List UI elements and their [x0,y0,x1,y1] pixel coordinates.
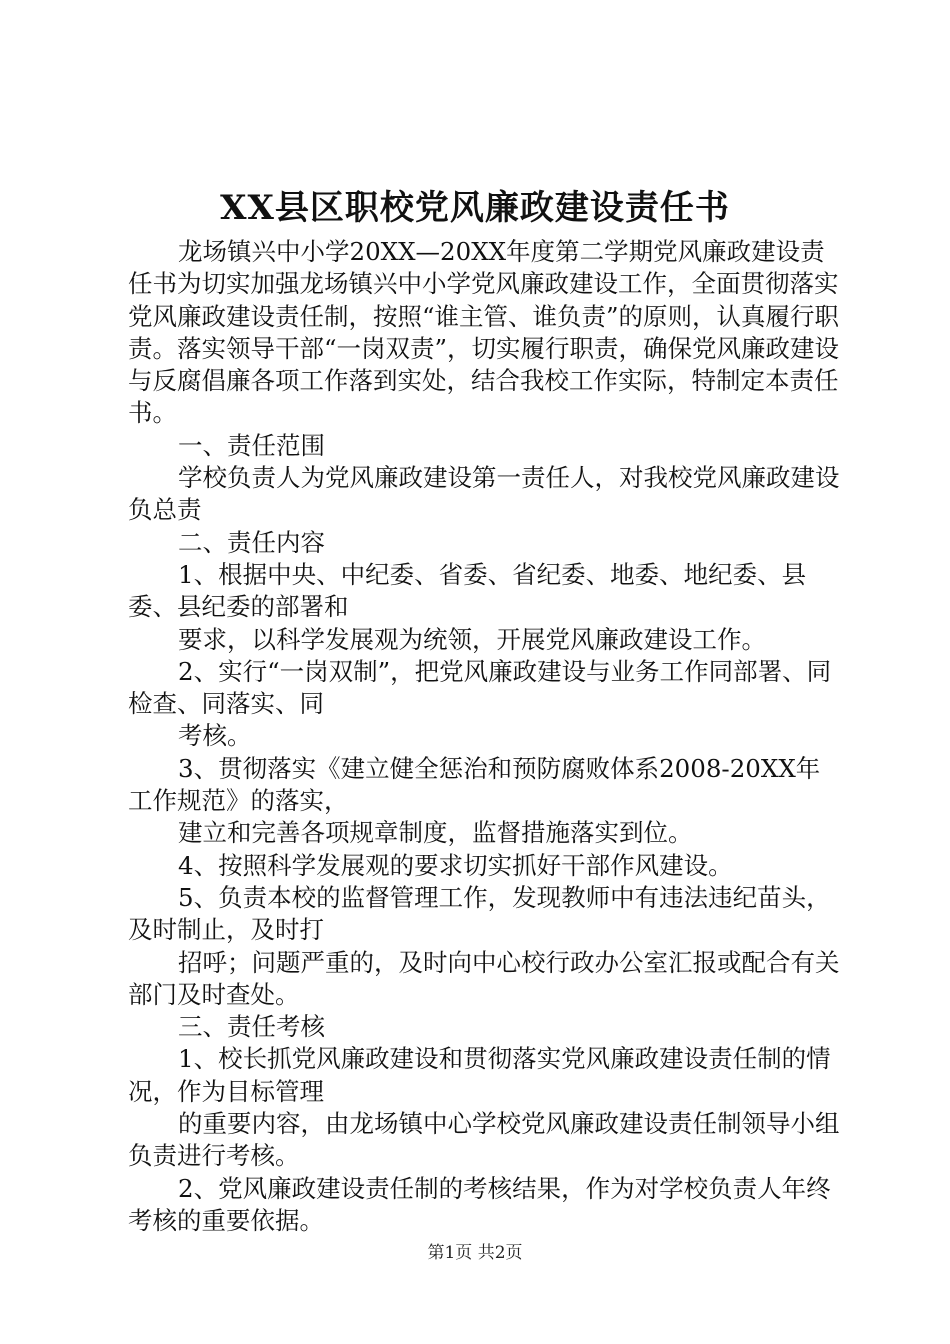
intro-paragraph: 龙场镇兴中小学20XX—20XX年度第二学期党风廉政建设责任书为切实加强龙场镇兴中小学党风廉政建设工作，全面贯彻落实党风廉政建设责任制，按照“谁主管、谁负责”的原则，认真履行职责。落实领导干部“一岗双责”，切实履行职责，确保党风廉政建设与反腐倡廉各项工作落到实处，结合我校工作实际，特制定本责任书。 [128,237,840,428]
section-heading-content: 二、责任内容 [178,527,325,557]
content-item-4: 4、按照科学发展观的要求切实抓好干部作风建设。 [178,850,733,880]
content-item-1-continued: 要求，以科学发展观为统领，开展党风廉政建设工作。 [178,624,766,654]
content-item-5: 5、负责本校的监督管理工作，发现教师中有违法违纪苗头，及时制止，及时打 [128,882,831,945]
document-title: XX县区职校党风廉政建设责任书 [220,188,730,228]
assessment-item-2: 2、党风廉政建设责任制的考核结果，作为对学校负责人年终考核的重要依据。 [128,1173,831,1235]
content-item-2-continued: 考核。 [178,721,252,751]
document-body [128,236,840,1237]
assessment-item-1: 1、校长抓党风廉政建设和贯彻落实党风廉政建设责任制的情况，作为目标管理 [128,1044,831,1106]
section-heading-scope: 一、责任范围 [178,430,325,460]
content-item-5-continued: 招呼；问题严重的，及时向中心校行政办公室汇报或配合有关部门及时查处。 [128,947,840,1009]
content-item-3-continued: 建立和完善各项规章制度，监督措施落实到位。 [178,818,693,848]
content-item-2: 2、实行“一岗双制”，把党风廉政建设与业务工作同部署、同检查、同落实、同 [128,656,832,719]
content-item-3: 3、贯彻落实《建立健全惩治和预防腐败体系2008-20XX年工作规范》的落实， [128,753,821,816]
content-item-1: 1、根据中央、中纪委、省委、省纪委、地委、地纪委、县委、县纪委的部署和 [128,559,807,622]
assessment-item-1-continued: 的重要内容，由龙场镇中心学校党风廉政建设责任制领导小组负责进行考核。 [128,1109,840,1171]
section-heading-assessment: 三、责任考核 [178,1012,325,1042]
scope-paragraph: 学校负责人为党风廉政建设第一责任人，对我校党风廉政建设负总责 [128,463,840,525]
page-number-footer: 第1页 共2页 [427,1243,523,1263]
